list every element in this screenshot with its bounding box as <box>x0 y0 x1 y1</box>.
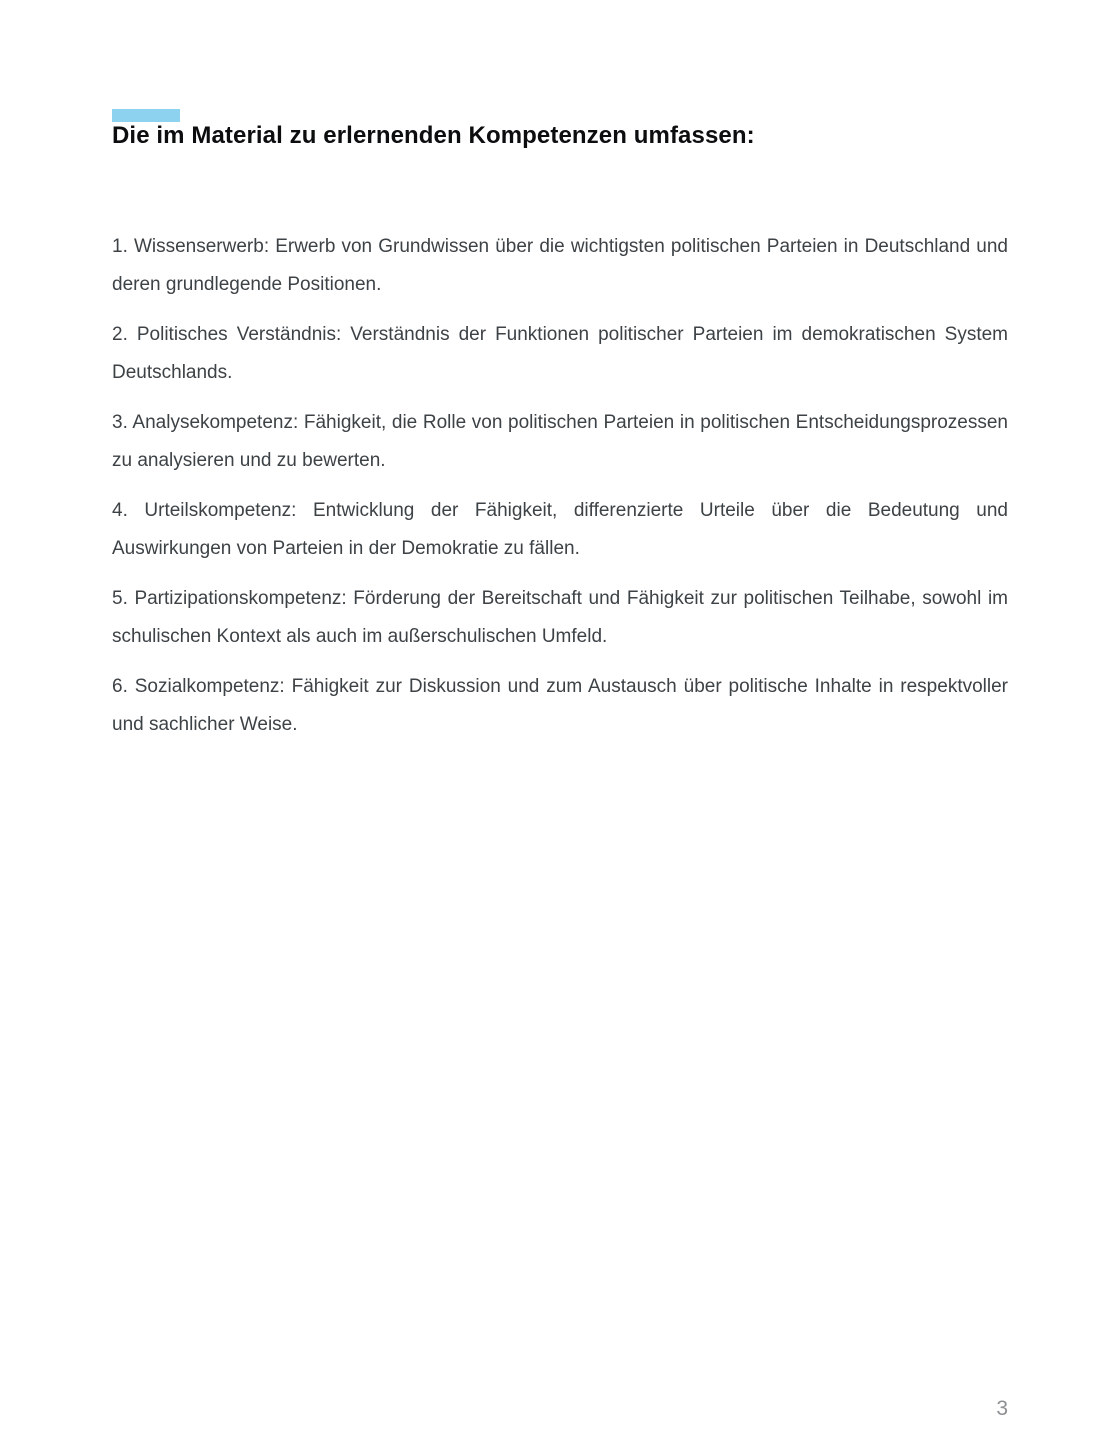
competency-item-3: 3. Analysekompetenz: Fähigkeit, die Rolle von politischen Parteien in politischen Entscheidungsprozessen zu analysieren und zu bewerten. <box>112 412 1008 471</box>
page-title: Die im Material zu erlernenden Kompetenzen umfassen: <box>112 122 755 149</box>
competency-item-6: 6. Sozialkompetenz: Fähigkeit zur Diskussion und zum Austausch über politische Inhalte in respektvoller und sachlicher Weise. <box>112 676 1008 735</box>
competency-item-1: 1. Wissenserwerb: Erwerb von Grundwissen über die wichtigsten politischen Parteien in Deutschland und deren grundlegende Positionen. <box>112 236 1008 295</box>
competency-item-4: 4. Urteilskompetenz: Entwicklung der Fähigkeit, differenzierte Urteile über die Bedeutung und Auswirkungen von Parteien in der Demokratie zu fällen. <box>112 500 1008 559</box>
competency-item-2: 2. Politisches Verständnis: Verständnis der Funktionen politischer Parteien im demokratischen System Deutschlands. <box>112 324 1008 383</box>
competency-list <box>112 228 1008 756</box>
competency-item-5: 5. Partizipationskompetenz: Förderung der Bereitschaft und Fähigkeit zur politischen Teilhabe, sowohl im schulischen Kontext als auch im außerschulischen Umfeld. <box>112 588 1008 647</box>
page-number: 3 <box>996 1397 1008 1420</box>
